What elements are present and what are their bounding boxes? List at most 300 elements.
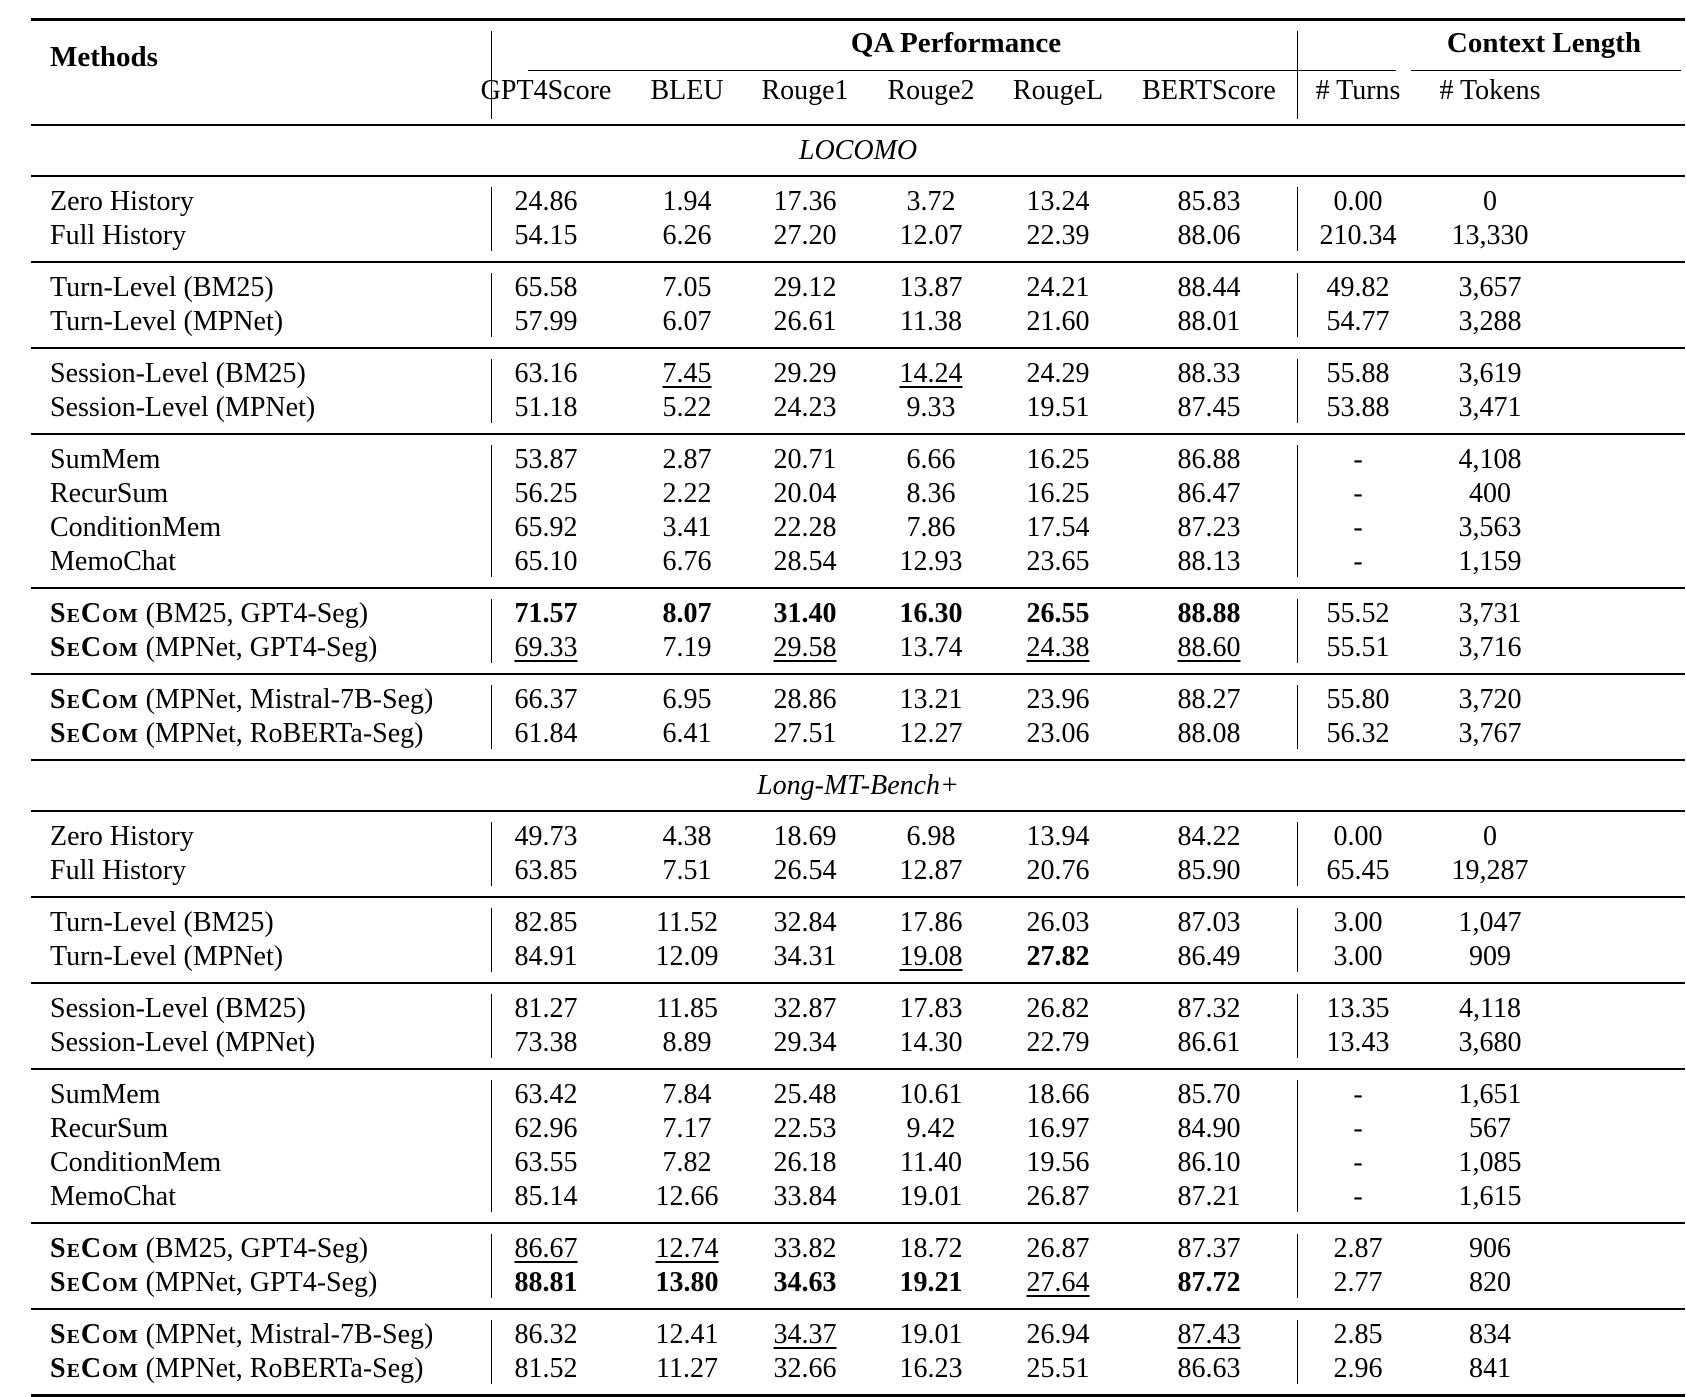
- value-text: 22.79: [1026, 1027, 1090, 1058]
- value-text: 84.91: [514, 941, 578, 972]
- value-cell: [471, 185, 621, 219]
- secom-label: SeCom: [50, 598, 139, 629]
- method-name: [50, 1180, 176, 1214]
- value-cell: [1283, 185, 1433, 219]
- value-text: 9.42: [906, 1113, 956, 1144]
- value-text: 84.90: [1177, 1113, 1241, 1144]
- value-text: 29.12: [773, 272, 837, 303]
- value-cell: [1283, 631, 1433, 665]
- value-text: 55.52: [1326, 598, 1390, 629]
- value-text: 7.17: [662, 1113, 712, 1144]
- value-cell: [983, 391, 1133, 425]
- row-group: [31, 812, 1685, 896]
- value-cell: [1415, 597, 1565, 631]
- value-text: 24.38: [1026, 632, 1090, 663]
- value-text: 17.54: [1026, 512, 1090, 543]
- value-text: 65.58: [514, 272, 578, 303]
- value-cell: [1134, 305, 1284, 339]
- row-group: [31, 675, 1685, 759]
- value-text: 19.01: [899, 1319, 963, 1350]
- value-cell: [1134, 631, 1284, 665]
- row-group: [31, 435, 1685, 587]
- value-cell: [1415, 219, 1565, 253]
- value-text: 13.87: [899, 272, 963, 303]
- value-cell: [983, 1180, 1133, 1214]
- value-cell: [1415, 1266, 1565, 1300]
- column-header-3: Rouge2: [887, 75, 975, 106]
- value-text: 23.06: [1026, 718, 1090, 749]
- method-label: (MPNet, GPT4-Seg): [138, 1267, 378, 1298]
- value-cell: [471, 1078, 621, 1112]
- value-cell: [1283, 1232, 1433, 1266]
- value-text: 87.03: [1177, 907, 1241, 938]
- value-cell: [1415, 1146, 1565, 1180]
- value-text: 65.10: [514, 546, 578, 577]
- value-text: 2.85: [1333, 1319, 1383, 1350]
- method-name: [50, 1232, 368, 1266]
- value-text: 32.84: [773, 907, 837, 938]
- method-name: [50, 854, 186, 888]
- value-text: 3,563: [1458, 512, 1522, 543]
- context-length-cmidrule: [1411, 70, 1681, 71]
- value-cell: [1283, 906, 1433, 940]
- value-cell: [983, 820, 1133, 854]
- value-text: 2.87: [1333, 1233, 1383, 1264]
- value-text: 4,108: [1458, 444, 1522, 475]
- value-cell: [471, 940, 621, 974]
- table-row: [31, 1266, 1685, 1300]
- value-text: 6.76: [662, 546, 712, 577]
- value-text: 86.63: [1177, 1353, 1241, 1384]
- value-text: 27.64: [1026, 1267, 1090, 1298]
- value-text: 5.22: [662, 392, 712, 423]
- value-text: 9.33: [906, 392, 956, 423]
- value-cell: [471, 1266, 621, 1300]
- value-cell: [1134, 1318, 1284, 1352]
- value-cell: [471, 1180, 621, 1214]
- value-text: 1.94: [662, 186, 712, 217]
- table-row: [31, 1146, 1685, 1180]
- value-cell: [471, 219, 621, 253]
- value-text: 12.41: [655, 1319, 719, 1350]
- value-cell: [983, 940, 1133, 974]
- value-text: 13.43: [1326, 1027, 1390, 1058]
- value-text: 567: [1469, 1113, 1511, 1144]
- table-row: [31, 854, 1685, 888]
- table-row: [31, 683, 1685, 717]
- value-cell: [983, 1112, 1133, 1146]
- value-text: 3,657: [1458, 272, 1522, 303]
- value-text: 55.51: [1326, 632, 1390, 663]
- value-cell: [983, 992, 1133, 1026]
- value-text: 21.60: [1026, 306, 1090, 337]
- value-cell: [1134, 992, 1284, 1026]
- value-text: 69.33: [514, 632, 578, 663]
- method-name: [50, 1318, 433, 1352]
- value-text: -: [1353, 478, 1363, 509]
- value-text: 54.77: [1326, 306, 1390, 337]
- value-text: 33.84: [773, 1181, 837, 1212]
- value-text: 3,471: [1458, 392, 1522, 423]
- methods-header: Methods: [50, 41, 158, 73]
- value-cell: [1134, 185, 1284, 219]
- value-text: 16.97: [1026, 1113, 1090, 1144]
- value-text: 11.27: [656, 1353, 718, 1384]
- value-text: -: [1353, 512, 1363, 543]
- row-group: [31, 1310, 1685, 1394]
- row-group: [31, 589, 1685, 673]
- table-row: [31, 1318, 1685, 1352]
- method-name: [50, 219, 186, 253]
- value-text: 29.34: [773, 1027, 837, 1058]
- value-text: 34.63: [773, 1267, 837, 1298]
- column-header-0: GPT4Score: [480, 75, 612, 106]
- value-text: 20.76: [1026, 855, 1090, 886]
- method-label: Full History: [50, 855, 187, 886]
- value-cell: [471, 443, 621, 477]
- table-row: [31, 443, 1685, 477]
- value-text: 12.27: [899, 718, 963, 749]
- table-row: [31, 717, 1685, 751]
- value-text: 1,651: [1458, 1079, 1522, 1110]
- value-text: 12.66: [655, 1181, 719, 1212]
- method-name: [50, 992, 306, 1026]
- method-name: [50, 1026, 315, 1060]
- method-label: Turn-Level (MPNet): [50, 941, 284, 972]
- value-text: 87.32: [1177, 993, 1241, 1024]
- table-row: [31, 1112, 1685, 1146]
- value-text: 87.72: [1177, 1267, 1241, 1298]
- value-text: 63.85: [514, 855, 578, 886]
- value-cell: [1415, 1078, 1565, 1112]
- value-text: 13,330: [1451, 220, 1529, 251]
- value-cell: [1283, 820, 1433, 854]
- value-text: 3,716: [1458, 632, 1522, 663]
- value-cell: [983, 1078, 1133, 1112]
- column-header-7: # Tokens: [1439, 75, 1541, 106]
- value-text: 0.00: [1333, 186, 1383, 217]
- section-title: LOCOMO: [798, 135, 918, 166]
- value-text: 4.38: [662, 821, 712, 852]
- value-cell: [1415, 357, 1565, 391]
- value-text: 25.51: [1026, 1353, 1090, 1384]
- method-label: Session-Level (BM25): [50, 993, 306, 1024]
- table-header: [31, 21, 1685, 124]
- value-cell: [1283, 597, 1433, 631]
- value-text: 17.83: [899, 993, 963, 1024]
- value-cell: [1415, 631, 1565, 665]
- row-group: [31, 177, 1685, 261]
- value-text: 18.69: [773, 821, 837, 852]
- value-cell: [1134, 854, 1284, 888]
- value-text: 16.25: [1026, 444, 1090, 475]
- table-row: [31, 820, 1685, 854]
- value-cell: [471, 683, 621, 717]
- value-text: 13.94: [1026, 821, 1090, 852]
- value-text: 26.87: [1026, 1181, 1090, 1212]
- method-label: RecurSum: [50, 1113, 169, 1144]
- value-text: 906: [1469, 1233, 1511, 1264]
- value-text: 24.86: [514, 186, 578, 217]
- value-cell: [983, 357, 1133, 391]
- value-text: 55.80: [1326, 684, 1390, 715]
- value-cell: [1283, 477, 1433, 511]
- value-text: 3,731: [1458, 598, 1522, 629]
- method-label: Session-Level (MPNet): [50, 1027, 316, 1058]
- value-text: 6.66: [906, 444, 956, 475]
- value-text: 27.20: [773, 220, 837, 251]
- value-text: 51.18: [514, 392, 578, 423]
- value-text: 61.84: [514, 718, 578, 749]
- value-text: 7.45: [662, 358, 712, 389]
- value-text: 13.24: [1026, 186, 1090, 217]
- value-text: 8.07: [662, 598, 712, 629]
- value-text: 12.93: [899, 546, 963, 577]
- value-cell: [983, 185, 1133, 219]
- method-name: [50, 631, 377, 665]
- value-text: 7.19: [662, 632, 712, 663]
- value-text: 3.00: [1333, 941, 1383, 972]
- table-row: [31, 185, 1685, 219]
- table-row: [31, 1352, 1685, 1386]
- value-text: 88.13: [1177, 546, 1241, 577]
- value-text: 6.98: [906, 821, 956, 852]
- value-text: 4,118: [1459, 993, 1521, 1024]
- context-length-header: Context Length: [1446, 27, 1642, 59]
- value-text: 3,767: [1458, 718, 1522, 749]
- value-text: 88.44: [1177, 272, 1241, 303]
- value-cell: [1283, 1112, 1433, 1146]
- value-text: 27.51: [773, 718, 837, 749]
- value-cell: [1134, 1026, 1284, 1060]
- value-cell: [983, 597, 1133, 631]
- method-label: (MPNet, Mistral-7B-Seg): [138, 684, 434, 715]
- value-cell: [1415, 940, 1565, 974]
- value-cell: [1134, 1232, 1284, 1266]
- value-cell: [1283, 271, 1433, 305]
- value-text: -: [1353, 1147, 1363, 1178]
- value-cell: [471, 357, 621, 391]
- value-text: 86.47: [1177, 478, 1241, 509]
- value-text: -: [1353, 1079, 1363, 1110]
- value-cell: [1134, 906, 1284, 940]
- method-label: (MPNet, RoBERTa-Seg): [138, 718, 424, 749]
- value-cell: [983, 305, 1133, 339]
- row-group: [31, 984, 1685, 1068]
- method-label: ConditionMem: [50, 512, 222, 543]
- row-group: [31, 263, 1685, 347]
- value-cell: [1415, 1026, 1565, 1060]
- method-label: MemoChat: [50, 546, 176, 577]
- value-text: 88.08: [1177, 718, 1241, 749]
- value-text: 834: [1469, 1319, 1511, 1350]
- value-text: 87.37: [1177, 1233, 1241, 1264]
- value-text: 54.15: [514, 220, 578, 251]
- value-cell: [983, 219, 1133, 253]
- value-text: 63.42: [514, 1079, 578, 1110]
- value-cell: [983, 1232, 1133, 1266]
- value-text: 87.45: [1177, 392, 1241, 423]
- value-text: 86.61: [1177, 1027, 1241, 1058]
- value-cell: [1134, 1266, 1284, 1300]
- method-name: [50, 477, 168, 511]
- value-text: 56.25: [514, 478, 578, 509]
- value-text: 28.86: [773, 684, 837, 715]
- value-text: 26.54: [773, 855, 837, 886]
- value-text: -: [1353, 1181, 1363, 1212]
- value-text: 820: [1469, 1267, 1511, 1298]
- value-cell: [471, 631, 621, 665]
- secom-label: SeCom: [50, 1319, 139, 1350]
- method-label: SumMem: [50, 1079, 161, 1110]
- value-text: 20.71: [773, 444, 837, 475]
- method-name: [50, 1112, 168, 1146]
- value-text: 18.72: [899, 1233, 963, 1264]
- method-name: [50, 305, 283, 339]
- value-cell: [1415, 854, 1565, 888]
- secom-label: SeCom: [50, 1233, 139, 1264]
- value-text: 0.00: [1333, 821, 1383, 852]
- value-text: 63.55: [514, 1147, 578, 1178]
- value-cell: [471, 305, 621, 339]
- table-row: [31, 545, 1685, 579]
- value-text: 400: [1469, 478, 1511, 509]
- value-text: 27.82: [1026, 941, 1090, 972]
- value-cell: [1134, 357, 1284, 391]
- value-text: 11.85: [656, 993, 718, 1024]
- value-text: 14.30: [899, 1027, 963, 1058]
- value-text: 31.40: [773, 598, 837, 629]
- value-cell: [471, 391, 621, 425]
- value-cell: [1283, 511, 1433, 545]
- value-cell: [1283, 683, 1433, 717]
- value-text: 34.37: [773, 1319, 837, 1350]
- table-row: [31, 992, 1685, 1026]
- value-text: 26.94: [1026, 1319, 1090, 1350]
- value-text: 10.61: [899, 1079, 963, 1110]
- value-text: 20.04: [773, 478, 837, 509]
- value-cell: [1415, 1180, 1565, 1214]
- value-text: 82.85: [514, 907, 578, 938]
- value-text: 1,085: [1458, 1147, 1522, 1178]
- value-text: 7.05: [662, 272, 712, 303]
- value-cell: [471, 545, 621, 579]
- value-cell: [983, 271, 1133, 305]
- value-text: 71.57: [514, 598, 578, 629]
- value-text: 19.08: [899, 941, 963, 972]
- value-text: 85.83: [1177, 186, 1241, 217]
- value-text: 65.45: [1326, 855, 1390, 886]
- value-text: 23.96: [1026, 684, 1090, 715]
- value-text: 53.88: [1326, 392, 1390, 423]
- value-text: 18.66: [1026, 1079, 1090, 1110]
- row-group: [31, 1070, 1685, 1222]
- value-text: 13.21: [899, 684, 963, 715]
- value-text: 85.70: [1177, 1079, 1241, 1110]
- value-cell: [1415, 820, 1565, 854]
- value-text: 26.03: [1026, 907, 1090, 938]
- value-text: -: [1353, 546, 1363, 577]
- row-group: [31, 349, 1685, 433]
- value-cell: [983, 1146, 1133, 1180]
- value-text: 12.09: [655, 941, 719, 972]
- table-row: [31, 1232, 1685, 1266]
- section-title: Long-MT-Bench+: [757, 770, 959, 801]
- value-text: 65.92: [514, 512, 578, 543]
- value-cell: [1134, 1352, 1284, 1386]
- value-cell: [983, 443, 1133, 477]
- column-header-1: BLEU: [650, 75, 724, 106]
- table-row: [31, 906, 1685, 940]
- value-text: 88.60: [1177, 632, 1241, 663]
- value-text: 7.82: [662, 1147, 712, 1178]
- value-cell: [1134, 511, 1284, 545]
- value-cell: [1283, 992, 1433, 1026]
- value-text: 81.27: [514, 993, 578, 1024]
- value-text: 87.43: [1177, 1319, 1241, 1350]
- value-text: 19,287: [1451, 855, 1529, 886]
- value-text: 53.87: [514, 444, 578, 475]
- value-text: 84.22: [1177, 821, 1241, 852]
- value-text: 16.23: [899, 1353, 963, 1384]
- value-text: 3.00: [1333, 907, 1383, 938]
- value-text: 7.51: [662, 855, 712, 886]
- value-cell: [983, 1026, 1133, 1060]
- value-cell: [1134, 683, 1284, 717]
- value-cell: [1134, 545, 1284, 579]
- value-text: 2.87: [662, 444, 712, 475]
- value-cell: [983, 906, 1133, 940]
- method-name: [50, 683, 433, 717]
- value-cell: [983, 631, 1133, 665]
- value-text: 86.67: [514, 1233, 578, 1264]
- value-cell: [1283, 940, 1433, 974]
- value-text: 88.88: [1177, 598, 1241, 629]
- value-text: 7.86: [906, 512, 956, 543]
- value-text: 86.49: [1177, 941, 1241, 972]
- value-cell: [1415, 992, 1565, 1026]
- method-label: RecurSum: [50, 478, 169, 509]
- value-cell: [1134, 1112, 1284, 1146]
- value-cell: [471, 854, 621, 888]
- value-cell: [983, 683, 1133, 717]
- value-text: 13.35: [1326, 993, 1390, 1024]
- value-text: 22.28: [773, 512, 837, 543]
- value-text: 19.56: [1026, 1147, 1090, 1178]
- value-text: 57.99: [514, 306, 578, 337]
- value-text: 88.01: [1177, 306, 1241, 337]
- value-text: 87.21: [1177, 1181, 1241, 1212]
- value-text: 73.38: [514, 1027, 578, 1058]
- value-cell: [1415, 1232, 1565, 1266]
- column-header-6: # Turns: [1315, 75, 1401, 106]
- value-text: 86.10: [1177, 1147, 1241, 1178]
- method-name: [50, 185, 194, 219]
- value-cell: [1283, 1352, 1433, 1386]
- method-name: [50, 717, 423, 751]
- value-cell: [983, 1352, 1133, 1386]
- value-text: 13.80: [655, 1267, 719, 1298]
- value-cell: [1283, 1318, 1433, 1352]
- value-cell: [471, 1352, 621, 1386]
- value-text: 6.95: [662, 684, 712, 715]
- method-label: (MPNet, Mistral-7B-Seg): [138, 1319, 434, 1350]
- method-label: (MPNet, RoBERTa-Seg): [138, 1353, 424, 1384]
- value-text: 19.01: [899, 1181, 963, 1212]
- value-text: 0: [1483, 186, 1497, 217]
- value-text: 14.24: [899, 358, 963, 389]
- value-cell: [471, 1026, 621, 1060]
